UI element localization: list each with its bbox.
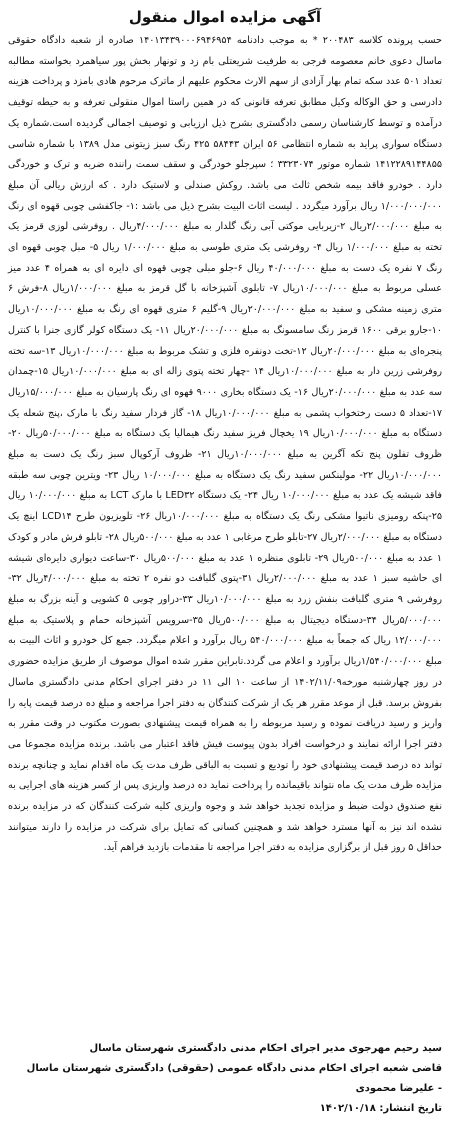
publish-date: تاریخ انتشار: ۱۴۰۲/۱۰/۱۸ [319, 1103, 442, 1114]
signature-line-1: سید رحیم مهرجوی مدیر اجرای احکام مدنی دادگستری شهرستان ماسال [89, 1043, 442, 1054]
signature-line-2: قاضی شعبه اجرای احکام مدنی دادگاه عمومی (حقوقی) دادگستری شهرستان ماسال [26, 1063, 442, 1074]
notice-body: حسب پرونده کلاسه ۲۰۰۴۸۳ * به موجب دادنامه ۱۴۰۱۳۴۳۹۰۰۰۶۹۴۶۹۵۴ صادره از شعبه دادگاه حقوقی ماسال دعوی خانم معصومه فرجی به طرفیت شریعتلی بام زد و تونهار بخش پور سیاهمرد بخواسته مطالبه تعداد ۵۰۱ عدد سکه تمام بهار آزادی از سهم الارث محکوم علیهم از ماترک مرحوم هادی بامزد و پرداخت هزینه دادرسی و حق الوکاله وکیل مطابق تعرفه قانونی که در همین راستا اموال منقولی تعرفه و به حیطه توقیف درآمده و توسط کارشناسان رسمی دادگستری بشرح ذیل ارزیابی و توصیف اجمالی گردیده است.شماره یک دستگاه سواری پراید به شماره انتظامی ۵۶ ایران ۵۸۴۴۳ ۴۲۵ رنگ سبز زیتونی مدل ۱۳۸۹ با شماره شاسی ۱۴۱۲۲۸۹۱۴۴۸۵۵ شماره موتور ۳۳۲۳۰۷۴ ؛ سپرجلو خودرگی و سقف سمت راننده ضربه و ترک و خوردگی دارد . خودرو فاقد بیمه شخص ثالث می باشد. روکش صندلی و لاستیک دارد . که ارزش ریالی آن مبلغ ۱/۰۰۰/۰۰۰/۰۰۰ ریال برآورد میگردد . لیست اثاث البیت بشرح ذیل می باشد :۱- جاکفشی چوبی قهوه ای رنگ به مبلغ ۲/۰۰۰/۰۰۰ریال ۲-زیربایی موکتی آبی رنگ گلدار به مبلغ ۴/۰۰۰/۰۰۰ریال . روفرشی لوزی قرمز یک تخته به مبلغ ۱/۰۰۰/۰۰۰ ریال ۴- روفرشی یک متری طوسی به مبلغ ۱/۰۰۰/۰۰۰ ریال ۵- مبل چوبی قهوه ای رنگ ۷ نفره یک دست به مبلغ ۴۰/۰۰۰/۰۰۰ ریال ۶-جلو مبلی چوبی قهوه ای دایره ای به همراه ۴ عدد میز عسلی مربوط به مبلغ ۱۰/۰۰۰/۰۰۰ریال ۷- تابلوی آشپزخانه با گل قرمز به مبلغ ۱/۰۰۰/۰۰۰ریال ۸-فرش ۶ متری زمینه مشکی و سفید به مبلغ ۲۰/۰۰۰/۰۰۰ریال ۹-گلیم ۶ متری قهوه ای رنگ به مبلغ ۱۰/۰۰۰/۰۰۰ریال ۱۰-جارو برقی ۱۶۰۰ قرمز رنگ سامسونگ به مبلغ ۲۰/۰۰۰/۰۰۰ریال ۱۱- یک دستگاه کولر گازی جنرا با کنترل پنجره‌ای به مبلغ ۲۰/۰۰۰/۰۰۰ریال ۱۲-تخت دونفره فلزی و تشک مربوط به مبلغ ۱۰/۰۰۰/۰۰۰ریال ۱۳-سه تخته روفرشی زرین دار به مبلغ ۱۰/۰۰۰/۰۰۰ریال ۱۴ -چهار تخته پتوی زاله ای به مبلغ ۱۰/۰۰۰/۰۰۰ریال ۱۵-چمدان سه عدد به مبلغ ۲۰/۰۰۰/۰۰۰ریال ۱۶- یک دستگاه بخاری ۹۰۰۰ قهوه ای رنگ پارسیان به مبلغ ۱۵/۰۰۰/۰۰۰ریال ۱۷-تعداد ۵ دست رختخواب پشمی به مبلغ ۱۰/۰۰۰/۰۰۰ریال ۱۸- گاز فردار سفید رنگ با مارک ،پنج شعله یک دستگاه به مبلغ ۱۰/۰۰۰/۰۰۰ریال ۱۹ یخچال فریز سفید رنگ هیمالیا یک دستگاه به مبلغ ۵۰/۰۰۰/۰۰۰ریال ۲۰- ظروف تفلون پنج تکه آگرین به مبلغ ۱۰/۰۰۰/۰۰۰ریال ۲۱- ظروف آرکوپال سبز رنگ یک دست به مبلغ ۱۰/۰۰۰/۰۰۰ریال ۲۲- مولینکس سفید رنگ یک دستگاه به مبلغ ۱۰/۰۰۰/۰۰۰ ریال ۲۳- ویترین چوبی سه طبقه فاقد شیشه یک عدد به مبلغ ۱۰/۰۰۰/۰۰۰ ریال ۲۴- یک دستگاه LED۳۲ با مارک LCT به مبلغ ۱۰/۰۰۰/۰۰۰ ریال ۲۵-پنکه رومیزی ناتیوا مشکی رنگ یک دستگاه به مبلغ ۱۰/۰۰۰/۰۰۰ریال ۲۶- تلویزیون طرح LCD۱۴ اینچ یک دستگاه به مبلغ ۲/۰۰۰/۰۰۰ریال ۲۷-تابلو طرح مرغابی ۱ عدد به مبلغ ۵۰۰/۰۰۰ریال ۲۸- تابلو فرش مادر و کودک ۱ عدد به مبلغ ۵۰۰/۰۰۰ریال ۲۹- تابلوی منظره ۱ عدد به مبلغ ۵۰۰/۰۰۰ریال ۳۰-ساعت دیواری دایره‌ای شیشه ای حاشیه سبز ۱ عدد به مبلغ ۲/۰۰۰/۰۰۰ریال ۳۱-پتوی گلبافت دو نفره ۲ تخته به مبلغ ۴/۰۰۰/۰۰۰ریال ۳۲-روفرشی ۹ متری گلبافت بنفش زرد به مبلغ ۱۰/۰۰۰/۰۰۰ریال ۳۳-دراور چوبی ۵ کشویی و آینه بزرگ به مبلغ ۵/۰۰۰/۰۰۰ریال ۳۴-دستگاه دیجیتال به مبلغ ۵۰۰/۰۰۰ریال ۳۵-سرویس آشپزخانه حمام و پلاستیک به مبلغ ۱۲/۰۰۰/۰۰۰ ریال که جمعاً به مبلغ ۵۴۰/۰۰۰/۰۰۰ ریال برآورد و اعلام میگردد. جمع کل خودرو و اثاث البیت به مبلغ ۱/۵۴۰/۰۰۰/۰۰۰ریال برآورد و اعلام می گردد.تابراین مقرر شده اموال موصوف از طریق مزایده حضوری در روز چهارشنبه مورخه۱۴۰۲/۱۱/۰۹ از ساعت ۱۰ الی ۱۱ در دفتر اجرای احکام مدنی دادگستری ماسال بفروش برسد. قبل از موعد مقرر هر یک از شرکت کنندگان به دفتر اجرا مراجعه و مبلغ ده درصد قیمت پایه را واریز و رسید دریافت نموده و رسید مربوطه را به همراه قیمت پیشنهادی بصورت مکتوب در وقت مقرر به دفتر اجرا ارائه نمایند و درخواست افراد بدون پیوست فیش فاقد اعتبار می باشد. برنده مزایده مجموعا می تواند ده درصد قیمت پیشنهادی خود را تودیع و تسبت به الباقی ظرف مدت یک ماه اقدام نماید و چنانچه برنده مزایده ظرف مدت یک ماه نتواند باقیمانده را پرداخت نماید ده درصد واریزی پس از کسر هزینه های اجرایی به نفع صندوق دولت ضبط و مزایده تجدید خواهد شد و وجوه واریزی کلیه شرکت کنندگان که در مزایده برنده نشده اند نیز به آنها مسترد خواهد شد و همچنین کسانی که تمایل برای شرکت در مزایده را دارند میتوانند حداقل ۵ روز قبل از برگزاری مزایده به دفتر اجرا مراجعه تا مقدمات بازدید فراهم آید. [8, 35, 443, 854]
notice-title: آگهی مزایده اموال منقول [128, 8, 322, 26]
signature-line-3: - علیرضا محمودی [355, 1083, 442, 1094]
